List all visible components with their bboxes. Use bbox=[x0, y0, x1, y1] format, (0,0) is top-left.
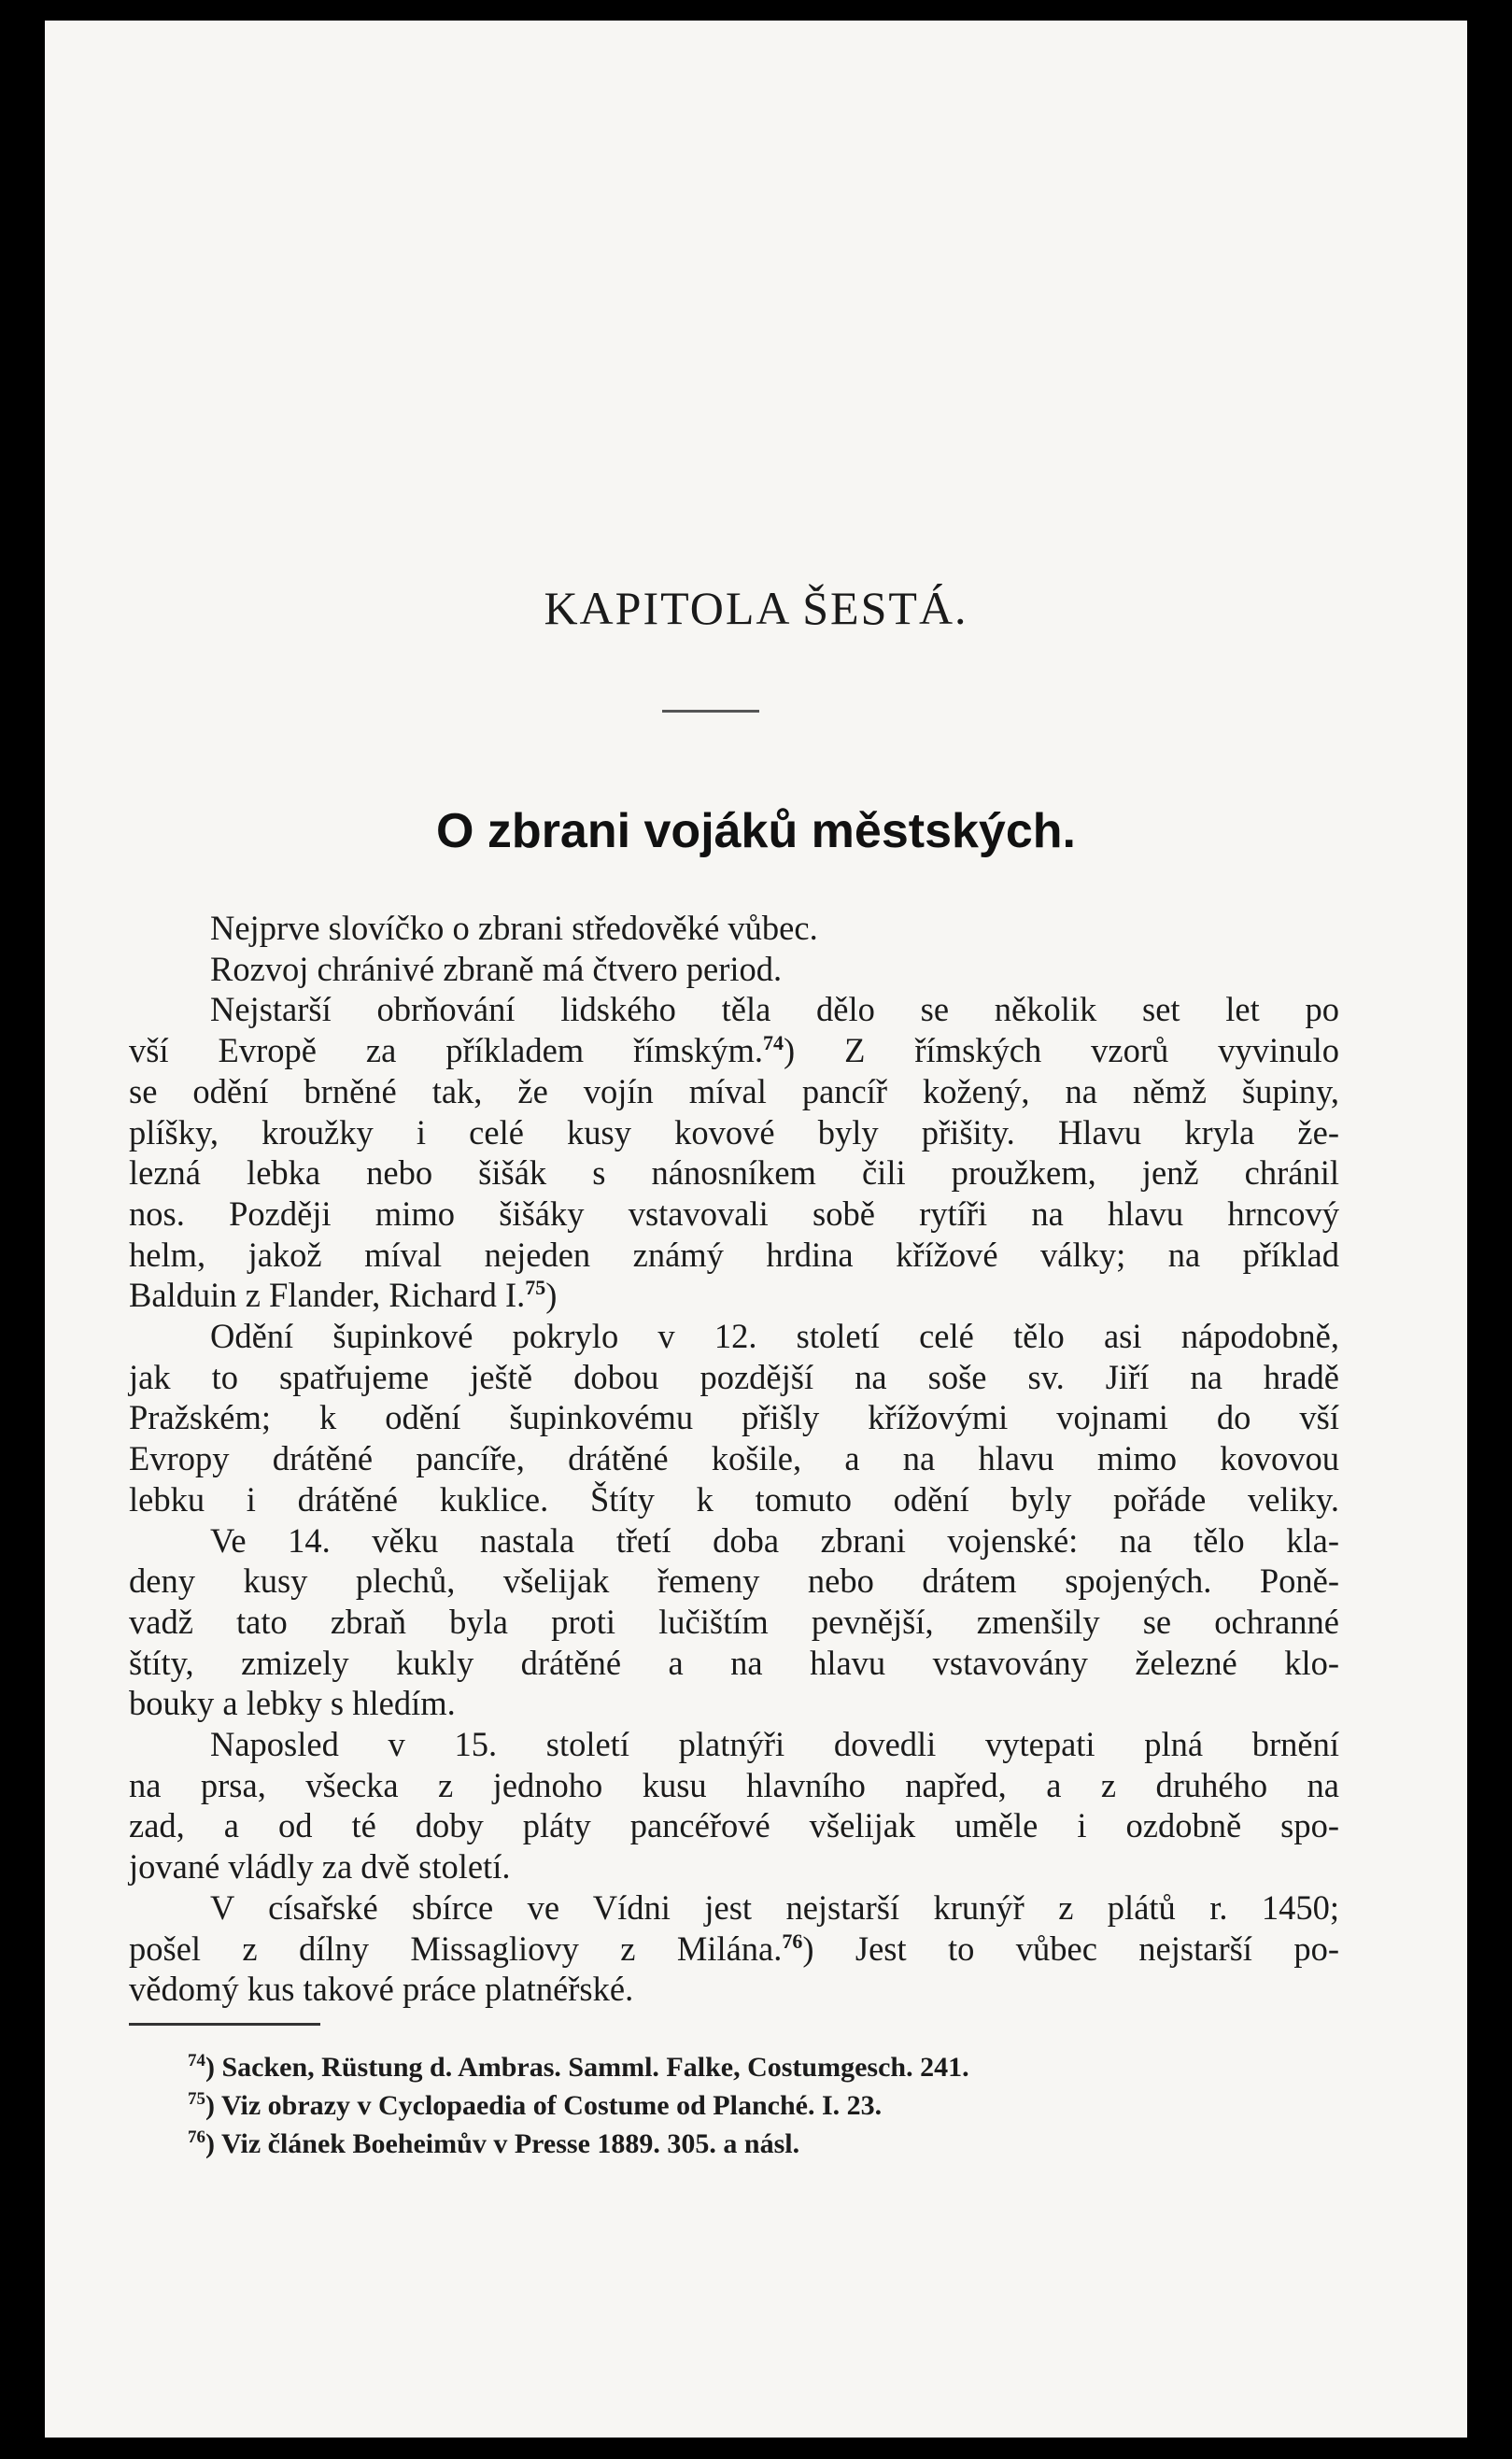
text-line: se odění brněné tak, že vojín míval pancíř kožený, na němž šupiny, bbox=[129, 1071, 1339, 1110]
text-line: nos. Později mimo šišáky vstavovali sobě rytíři na hlavu hrncový bbox=[129, 1194, 1339, 1233]
paragraph bbox=[129, 1724, 1339, 1887]
text-line: vědomý kus takové práce platnéřské. bbox=[129, 1970, 634, 2009]
text-line: Evropy drátěné pancíře, drátěné košile, a na hlavu mimo kovovou bbox=[129, 1439, 1339, 1478]
body-text bbox=[129, 908, 1339, 2010]
text-line bbox=[129, 1929, 1339, 1970]
paragraph bbox=[129, 1316, 1339, 1520]
text-segment: ) Jest to vůbec nejstarší po- bbox=[802, 1929, 1339, 1968]
text-line: štíty, zmizely kukly drátěné a na hlavu vstavovány železné klo- bbox=[129, 1643, 1339, 1682]
text-segment: Balduin z Flander, Richard I. bbox=[129, 1276, 526, 1315]
text-line: Pražském; k odění šupinkovému přišly křížovými vojnami do vší bbox=[129, 1398, 1339, 1437]
book-page bbox=[45, 21, 1467, 2438]
text-segment: ) Z římských vzorů vyvinulo bbox=[784, 1031, 1339, 1070]
text-line: zad, a od té doby pláty pancéřové všelijak uměle i ozdobně spo- bbox=[129, 1806, 1339, 1845]
footnote-mark: 75 bbox=[188, 2089, 205, 2109]
footnote-ref: 76 bbox=[782, 1929, 803, 1953]
text-line: na prsa, všecka z jednoho kusu hlavního napřed, a z druhého na bbox=[129, 1765, 1339, 1804]
footnote bbox=[188, 2048, 1308, 2086]
text-line bbox=[129, 1030, 1339, 1071]
footnote-mark: 74 bbox=[188, 2051, 205, 2070]
footnote bbox=[188, 2125, 1308, 2163]
text-line bbox=[129, 1275, 1339, 1316]
footnote-mark: 76 bbox=[188, 2127, 205, 2147]
text-line: jak to spatřujeme ještě dobou pozdější na soše sv. Jiří na hradě bbox=[129, 1357, 1339, 1396]
footnote-text: ) Viz článek Boeheimův v Presse 1889. 305. a násl. bbox=[205, 2128, 800, 2159]
text-line: vadž tato zbraň byla proti lučištím pevnější, zmenšily se ochranné bbox=[129, 1602, 1339, 1641]
text-line: jované vládly za dvě století. bbox=[129, 1847, 511, 1887]
paragraph bbox=[129, 989, 1339, 1316]
text-line: Nejprve slovíčko o zbrani středověké vůbec. bbox=[210, 909, 818, 947]
footnote-text: ) Viz obrazy v Cyclopaedia of Costume od Planché. I. 23. bbox=[205, 2090, 883, 2121]
text-segment: pošel z dílny Missagliovy z Milána. bbox=[129, 1929, 783, 1968]
text-line: V císařské sbírce ve Vídni jest nejstarší krunýř z plátů r. 1450; bbox=[210, 1887, 1339, 1927]
paragraph bbox=[129, 1887, 1339, 2010]
text-line: Odění šupinkové pokrylo v 12. století celé tělo asi nápodobně, bbox=[210, 1317, 1339, 1356]
text-line: Nejstarší obrňování lidského těla dělo se několik set let po bbox=[210, 990, 1339, 1029]
text-line: bouky a lebky s hledím. bbox=[129, 1684, 456, 1723]
text-line: deny kusy plechů, všelijak řemeny nebo drátem spojených. Poně- bbox=[129, 1562, 1339, 1601]
footnote-divider bbox=[129, 2023, 320, 2026]
paragraph bbox=[129, 1520, 1339, 1725]
chapter-title: KAPITOLA ŠESTÁ. bbox=[544, 582, 968, 634]
text-segment: ) bbox=[545, 1276, 558, 1315]
footnote-text: ) Sacken, Rüstung d. Ambras. Samml. Falke, Costumgesch. 241. bbox=[205, 2052, 969, 2083]
text-line: lezná lebka nebo šišák s nánosníkem čili proužkem, jenž chránil bbox=[129, 1153, 1339, 1193]
title-divider bbox=[662, 710, 759, 713]
footnote bbox=[188, 2086, 1308, 2125]
footnote-ref: 75 bbox=[525, 1276, 546, 1300]
text-line: Ve 14. věku nastala třetí doba zbrani vojenské: na tělo kla- bbox=[210, 1520, 1339, 1560]
text-line: Rozvoj chránivé zbraně má čtvero period. bbox=[210, 949, 783, 988]
text-segment: vší Evropě za příkladem římským. bbox=[129, 1031, 764, 1070]
text-line: lebku i drátěné kuklice. Štíty k tomuto odění byly pořáde veliky. bbox=[129, 1479, 1339, 1519]
section-heading: O zbrani vojáků městských. bbox=[436, 804, 1076, 858]
paragraph bbox=[129, 949, 1339, 990]
text-line: plíšky, kroužky i celé kusy kovové byly přišity. Hlavu kryla že- bbox=[129, 1112, 1339, 1152]
footnotes bbox=[188, 2048, 1308, 2163]
footnote-ref: 74 bbox=[763, 1030, 784, 1054]
paragraph bbox=[129, 908, 1339, 949]
text-line: helm, jakož míval nejeden známý hrdina křížové války; na příklad bbox=[129, 1235, 1339, 1274]
text-line: Naposled v 15. století platnýři dovedli vytepati plná brnění bbox=[210, 1725, 1339, 1764]
